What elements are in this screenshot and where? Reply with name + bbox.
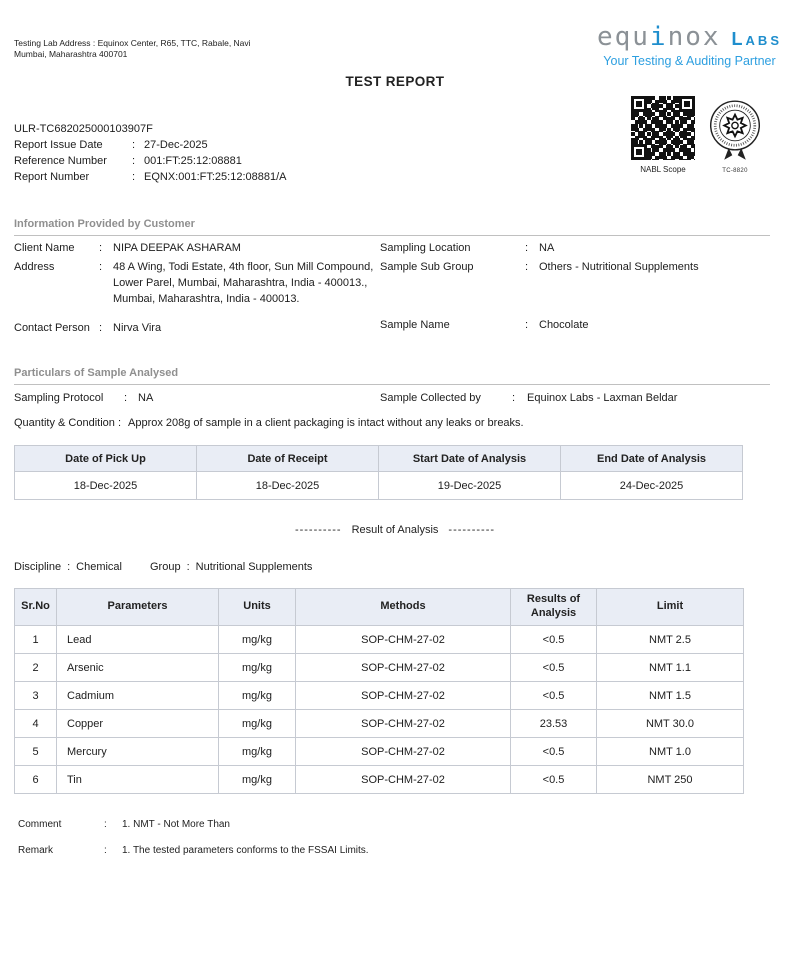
colon: : bbox=[132, 171, 136, 183]
reference-number-row bbox=[14, 153, 286, 169]
customer-info-left-column bbox=[14, 241, 376, 340]
comment-row bbox=[18, 819, 230, 830]
divider-dashes: ---------- bbox=[448, 524, 496, 536]
sampling-location-row bbox=[380, 241, 776, 257]
logo-letter-i: i bbox=[649, 22, 668, 52]
colon: : bbox=[132, 139, 136, 151]
remark-label: Remark bbox=[18, 845, 54, 856]
dates-table-header-row bbox=[15, 446, 743, 472]
sample-sub-group-label: Sample Sub Group bbox=[380, 260, 474, 273]
customer-info-right-column bbox=[380, 241, 776, 337]
divider-dashes: ---------- bbox=[294, 524, 342, 536]
table-cell: SOP-CHM-27-02 bbox=[296, 710, 511, 738]
table-cell: <0.5 bbox=[511, 766, 597, 794]
report-issue-date-label: Report Issue Date bbox=[14, 139, 103, 151]
results-table-header-row bbox=[15, 589, 744, 626]
address-value: 48 A Wing, Todi Estate, 4th floor, Sun Mill Compound, Lower Parel, Mumbai, Maharashtra, India - 400013., Mumbai, Maharashtra, India - 400013. bbox=[113, 260, 374, 305]
table-cell: SOP-CHM-27-02 bbox=[296, 626, 511, 654]
table-cell: NMT 1.5 bbox=[597, 682, 744, 710]
reference-number-value: 001:FT:25:12:08881 bbox=[144, 155, 242, 167]
sampling-protocol-value: NA bbox=[138, 392, 154, 404]
particulars-row bbox=[14, 392, 770, 404]
group-label: Group bbox=[150, 561, 181, 573]
table-cell: <0.5 bbox=[511, 654, 597, 682]
sample-sub-group-value: Others - Nutritional Supplements bbox=[539, 260, 699, 273]
quantity-condition-row bbox=[14, 417, 770, 429]
table-cell: 24-Dec-2025 bbox=[561, 472, 743, 500]
equinox-labs-logo bbox=[597, 24, 782, 68]
comment-value: 1. NMT - Not More Than bbox=[122, 819, 230, 830]
comment-label: Comment bbox=[18, 819, 62, 830]
table-row bbox=[15, 682, 744, 710]
table-cell: NMT 1.0 bbox=[597, 738, 744, 766]
report-number-label: Report Number bbox=[14, 171, 90, 183]
table-cell: Cadmium bbox=[57, 682, 219, 710]
remark-row bbox=[18, 845, 369, 856]
table-cell: 5 bbox=[15, 738, 57, 766]
table-cell: mg/kg bbox=[219, 682, 296, 710]
table-cell: 19-Dec-2025 bbox=[379, 472, 561, 500]
dates-table-data-row bbox=[15, 472, 743, 500]
colon: : bbox=[132, 155, 136, 167]
table-cell: NMT 250 bbox=[597, 766, 744, 794]
table-cell: mg/kg bbox=[219, 654, 296, 682]
client-name-row bbox=[14, 241, 376, 257]
sampling-protocol-label: Sampling Protocol bbox=[14, 392, 104, 404]
colon: : bbox=[104, 819, 107, 830]
colon: : bbox=[525, 242, 529, 254]
table-cell: SOP-CHM-27-02 bbox=[296, 738, 511, 766]
client-name-value: NIPA DEEPAK ASHARAM bbox=[113, 242, 241, 254]
colon: : bbox=[525, 318, 529, 331]
report-issue-date-value: 27-Dec-2025 bbox=[144, 139, 208, 151]
table-cell: SOP-CHM-27-02 bbox=[296, 654, 511, 682]
colon: : bbox=[99, 242, 103, 254]
column-header: Limit bbox=[597, 589, 744, 626]
table-cell: mg/kg bbox=[219, 766, 296, 794]
contact-person-row bbox=[14, 321, 376, 337]
table-cell: <0.5 bbox=[511, 682, 597, 710]
colon: : bbox=[99, 260, 103, 273]
sample-name-value: Chocolate bbox=[539, 318, 589, 331]
divider-label: Result of Analysis bbox=[351, 524, 439, 536]
sample-name-row bbox=[380, 318, 776, 334]
qr-finder-icon bbox=[631, 96, 647, 112]
table-row bbox=[15, 766, 744, 794]
logo-tagline: Your Testing & Auditing Partner bbox=[603, 54, 776, 68]
remark-value: 1. The tested parameters conforms to the FSSAI Limits. bbox=[122, 845, 369, 856]
quantity-condition-value: Approx 208g of sample in a client packaging is intact without any leaks or breaks. bbox=[128, 417, 524, 429]
lab-address: Testing Lab Address : Equinox Center, R65, TTC, Rabale, Navi Mumbai, Maharashtra 400701 bbox=[14, 38, 251, 60]
column-header: Units bbox=[219, 589, 296, 626]
table-row bbox=[15, 738, 744, 766]
logo-word-equinox: equinox bbox=[596, 22, 721, 52]
colon: : bbox=[67, 561, 71, 573]
result-of-analysis-divider bbox=[0, 524, 790, 536]
column-header: Methods bbox=[296, 589, 511, 626]
nabl-seal-block bbox=[707, 98, 763, 174]
table-cell: NMT 2.5 bbox=[597, 626, 744, 654]
table-cell: 1 bbox=[15, 626, 57, 654]
sampling-location-value: NA bbox=[539, 242, 555, 254]
qr-code-icon bbox=[631, 96, 695, 160]
table-row bbox=[15, 626, 744, 654]
report-number-row bbox=[14, 169, 286, 185]
table-cell: 18-Dec-2025 bbox=[15, 472, 197, 500]
report-number-value: EQNX:001:FT:25:12:08881/A bbox=[144, 171, 287, 183]
table-cell: Lead bbox=[57, 626, 219, 654]
table-cell: mg/kg bbox=[219, 738, 296, 766]
colon: : bbox=[124, 392, 128, 404]
qr-finder-icon bbox=[679, 96, 695, 112]
address-label: Address bbox=[14, 260, 55, 273]
table-cell: NMT 30.0 bbox=[597, 710, 744, 738]
logo-word-labs: Labs bbox=[731, 29, 782, 49]
sample-collected-by-label: Sample Collected by bbox=[380, 392, 481, 404]
table-cell: Mercury bbox=[57, 738, 219, 766]
column-header: Date of Pick Up bbox=[15, 446, 197, 472]
table-cell: 2 bbox=[15, 654, 57, 682]
report-issue-date-row bbox=[14, 137, 286, 153]
sample-name-label: Sample Name bbox=[380, 318, 450, 331]
table-cell: mg/kg bbox=[219, 710, 296, 738]
table-row bbox=[15, 710, 744, 738]
group-value: Nutritional Supplements bbox=[195, 561, 313, 573]
table-cell: mg/kg bbox=[219, 626, 296, 654]
colon: : bbox=[118, 417, 122, 429]
qr-code-label: NABL Scope bbox=[640, 165, 686, 174]
table-cell: <0.5 bbox=[511, 626, 597, 654]
table-cell: SOP-CHM-27-02 bbox=[296, 766, 511, 794]
table-cell: 23.53 bbox=[511, 710, 597, 738]
ulr-number: ULR-TC682025000103907F bbox=[14, 123, 153, 135]
sample-collected-by-value: Equinox Labs - Laxman Beldar bbox=[527, 392, 678, 404]
table-row bbox=[15, 654, 744, 682]
table-cell: Arsenic bbox=[57, 654, 219, 682]
column-header: Results of Analysis bbox=[511, 589, 597, 626]
reference-number-label: Reference Number bbox=[14, 155, 107, 167]
sampling-location-label: Sampling Location bbox=[380, 242, 471, 254]
qr-finder-icon bbox=[631, 144, 647, 160]
table-cell: 3 bbox=[15, 682, 57, 710]
discipline-group-line bbox=[14, 561, 312, 573]
dates-table bbox=[14, 445, 743, 500]
column-header: End Date of Analysis bbox=[561, 446, 743, 472]
colon: : bbox=[186, 561, 190, 573]
colon: : bbox=[104, 845, 107, 856]
quantity-condition-label: Quantity & Condition bbox=[14, 417, 115, 429]
discipline-label: Discipline bbox=[14, 561, 62, 573]
column-header: Start Date of Analysis bbox=[379, 446, 561, 472]
column-header: Date of Receipt bbox=[197, 446, 379, 472]
section-heading-particulars: Particulars of Sample Analysed bbox=[14, 367, 770, 385]
logo-wordmark bbox=[597, 24, 782, 50]
results-table bbox=[14, 588, 744, 794]
column-header: Sr.No bbox=[15, 589, 57, 626]
colon: : bbox=[525, 260, 529, 273]
report-meta bbox=[14, 121, 286, 185]
sample-collected-by-row bbox=[380, 392, 677, 404]
sampling-protocol-row bbox=[14, 392, 380, 404]
column-header: Parameters bbox=[57, 589, 219, 626]
group-pair bbox=[150, 561, 312, 573]
nabl-seal-icon bbox=[708, 98, 762, 162]
sample-sub-group-row bbox=[380, 260, 776, 276]
discipline-pair bbox=[14, 561, 122, 573]
section-heading-customer-info: Information Provided by Customer bbox=[14, 218, 770, 236]
nabl-scope-qr-block bbox=[629, 96, 697, 174]
page-title: TEST REPORT bbox=[345, 74, 445, 89]
table-cell: 18-Dec-2025 bbox=[197, 472, 379, 500]
table-cell: <0.5 bbox=[511, 738, 597, 766]
address-row bbox=[14, 260, 376, 308]
nabl-certificate-number: TC-8820 bbox=[722, 168, 748, 174]
contact-person-value: Nirva Vira bbox=[113, 321, 162, 334]
table-cell: Copper bbox=[57, 710, 219, 738]
table-cell: Tin bbox=[57, 766, 219, 794]
colon: : bbox=[512, 392, 516, 404]
client-name-label: Client Name bbox=[14, 242, 75, 254]
colon: : bbox=[99, 321, 103, 334]
table-cell: NMT 1.1 bbox=[597, 654, 744, 682]
table-cell: 6 bbox=[15, 766, 57, 794]
contact-person-label: Contact Person bbox=[14, 321, 90, 334]
table-cell: SOP-CHM-27-02 bbox=[296, 682, 511, 710]
table-cell: 4 bbox=[15, 710, 57, 738]
discipline-value: Chemical bbox=[76, 561, 122, 573]
